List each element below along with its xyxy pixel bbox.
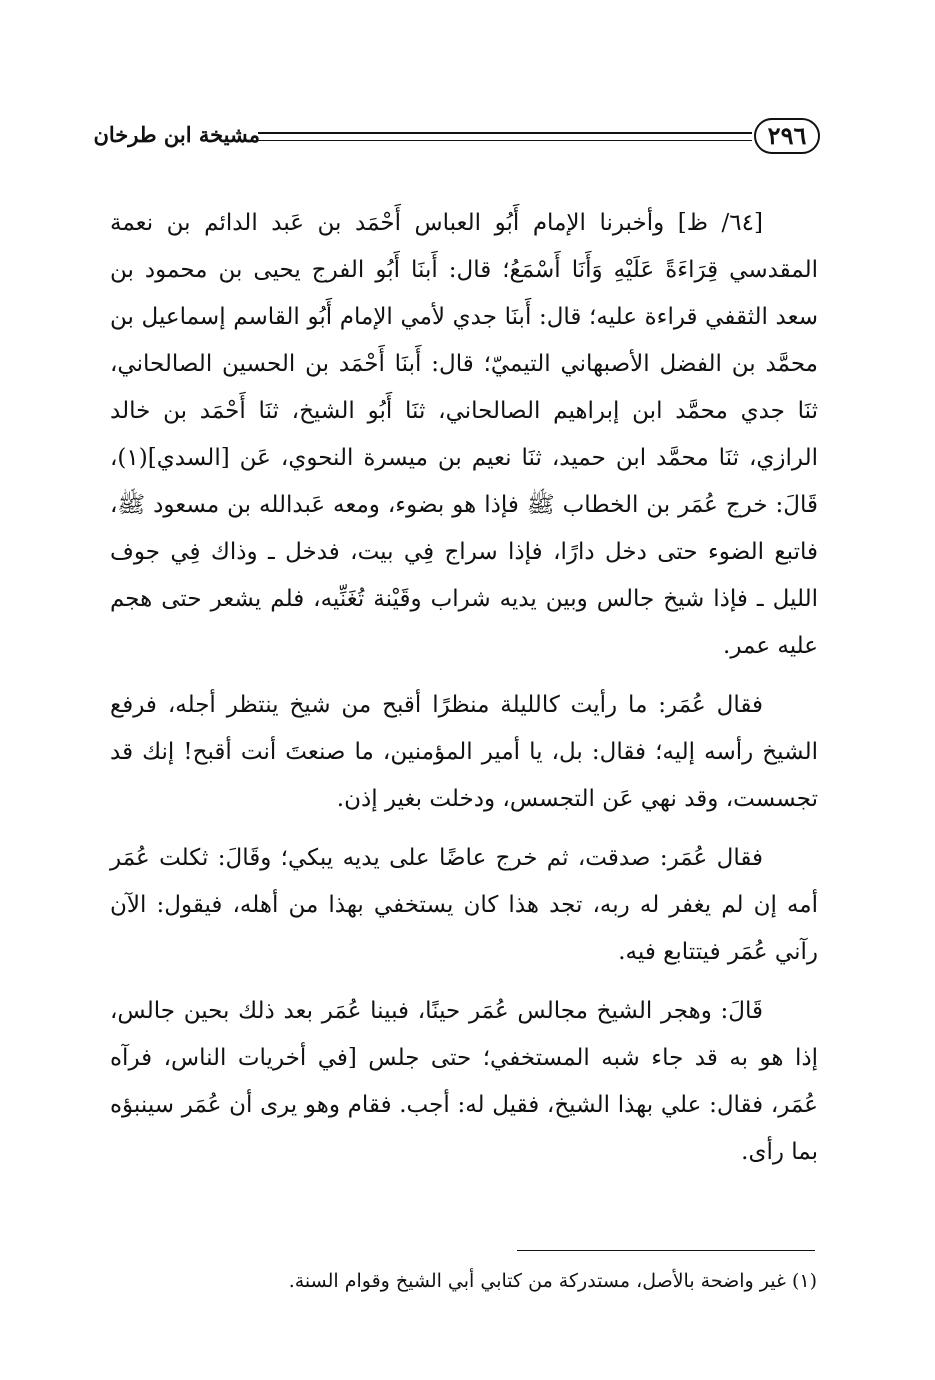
running-title: مشيخة ابن طرخان (93, 122, 260, 147)
main-text (110, 200, 818, 1188)
paragraph-1: [٦٤/ ظ] وأخبرنا الإمام أَبُو العباس أَحْمَد بن عَبد الدائم بن نعمة المقدسي قِرَاءَةً عَلَيْهِ وَأَنَا أَسْمَعُ؛ قال: أَبنَا أَبُو الفرج يحيى بن محمود بن سعد الثقفي قراءة عليه؛ قال: أَبنَا جدي لأمي الإمام أَبُو القاسم إسماعيل بن محمَّد بن الفضل الأصبهاني التيميّ؛ قال: أَبنَا أَحْمَد بن الحسين الصالحاني، ثنَا جدي محمَّد ابن إبراهيم الصالحاني، ثنَا أَبُو الشيخ، ثنَا أَحْمَد بن خالد الرازي، ثنَا محمَّد ابن حميد، ثنَا نعيم بن ميسرة النحوي، عَن [السدي](١)، قَالَ: خرج عُمَر بن الخطاب ﷺ فإذا هو بضوء، ومعه عَبدالله بن مسعود ﷺ، فاتبع الضوء حتى دخل دارًا، فإذا سراج فِي بيت، فدخل ـ وذاك فِي جوف الليل ـ فإذا شيخ جالس وبين يديه شراب وقَيْنة تُغَنِّيه، فلم يشعر حتى هجم عليه عمر. (110, 210, 818, 659)
footnote-separator (517, 1250, 815, 1251)
paragraph-4: قَالَ: وهجر الشيخ مجالس عُمَر حينًا، فبينا عُمَر بعد ذلك بحين جالس، إذا هو به قد جاء شبه المستخفي؛ حتى جلس [في أخريات الناس، فرآه عُمَر، فقال: علي بهذا الشيخ، فقيل له: أجب. فقام وهو يرى أن عُمَر سينبؤه بما رأى. (110, 998, 818, 1165)
paragraph-2: فقال عُمَر: ما رأيت كالليلة منظرًا أقبح من شيخ ينتظر أجله، فرفع الشيخ رأسه إليه؛ فقال: بل، يا أمير المؤمنين، ما صنعتَ أنت أقبح! إنك قد تجسست، وقد نهي عَن التجسس، ودخلت بغير إذن. (110, 692, 818, 812)
footnote: (١) غير واضحة بالأصل، مستدركة من كتابي أبي الشيخ وقوام السنة. (288, 1270, 817, 1292)
paragraph-3: فقال عُمَر: صدقت، ثم خرج عاضًا على يديه يبكي؛ وقَالَ: ثكلت عُمَر أمه إن لم يغفر له ربه، تجد هذا كان يستخفي بهذا من أهله، فيقول: الآن رآني عُمَر فيتتابع فيه. (110, 845, 818, 965)
page-number: ٢٩٦ (754, 118, 820, 154)
page-header (93, 118, 820, 158)
header-rule (258, 132, 752, 141)
